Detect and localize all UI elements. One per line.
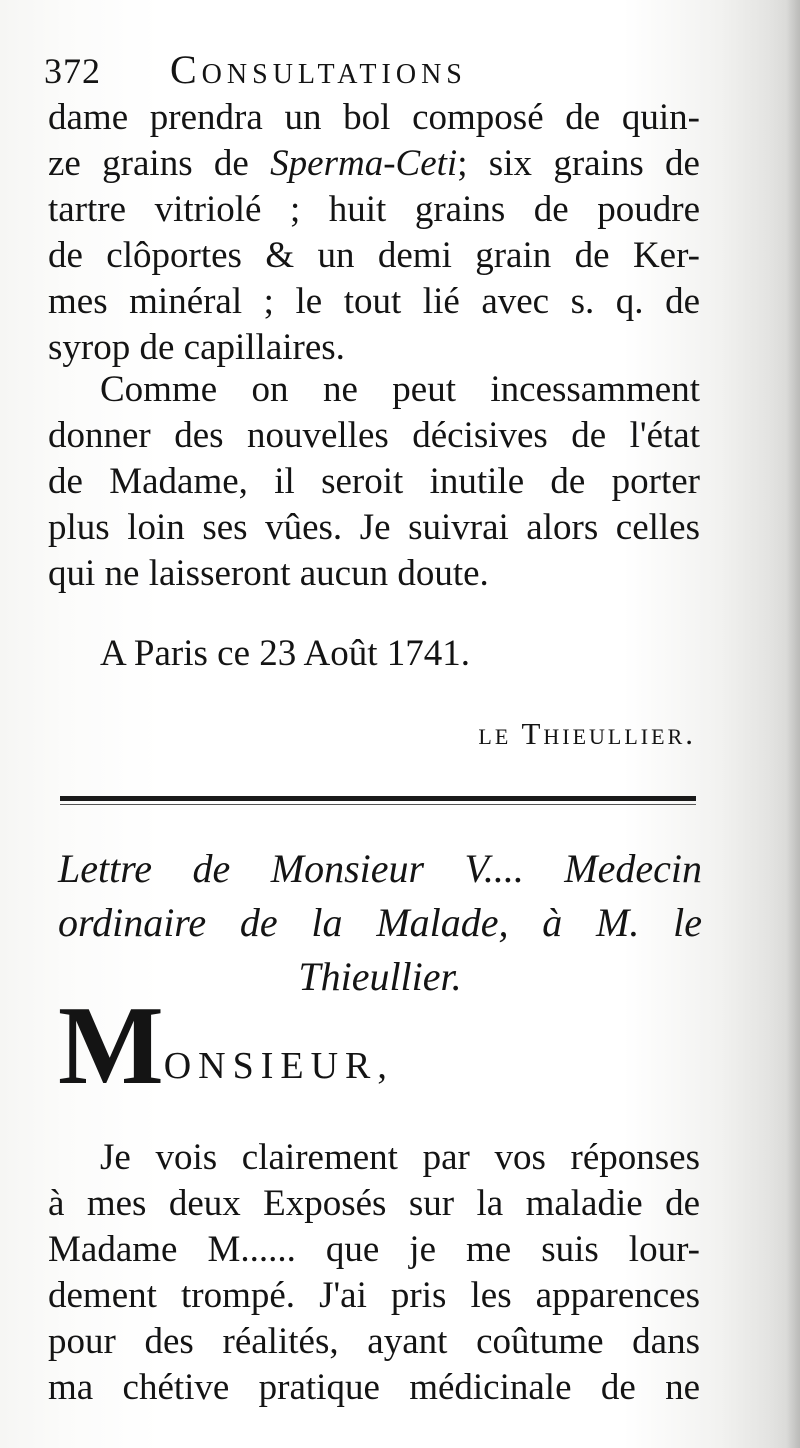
- section-divider-thin: [60, 804, 696, 805]
- text-line: de Madame, il seroit inutile de porter: [48, 461, 700, 502]
- drop-cap-initial: M: [58, 984, 164, 1108]
- text-line: [48, 142, 700, 186]
- text-line: syrop de capillaires.: [48, 327, 345, 368]
- letter-title-line: Thieullier.: [298, 954, 462, 999]
- text-line: dame prendra un bol composé de quin-: [48, 97, 700, 138]
- text-fragment: ; six grains de: [457, 143, 700, 184]
- text-line: plus loin ses vûes. Je suivrai alors celles: [48, 507, 700, 548]
- section-divider: [60, 796, 696, 801]
- text-line: ma chétive pratique médicinale de ne: [48, 1367, 700, 1408]
- letter-title: [58, 842, 702, 1004]
- text-line: Madame M...... que je me suis lour-: [48, 1229, 700, 1270]
- salutation-text: ONSIEUR,: [163, 1045, 394, 1087]
- dateline: A Paris ce 23 Août 1741.: [100, 633, 470, 674]
- text-line: qui ne laisseront aucun doute.: [48, 553, 489, 594]
- text-line: de clôportes & un demi grain de Ker-: [48, 235, 700, 276]
- page-edge-shadow: [786, 0, 800, 1448]
- page-number: 372: [44, 51, 101, 91]
- page-header: [44, 44, 764, 100]
- letter-title-line: ordinaire de la Malade, à M. le: [58, 900, 702, 945]
- signature: le Thieullier.: [478, 716, 696, 751]
- running-head: Consultations: [170, 47, 467, 92]
- italic-term: Sperma-Ceti: [270, 143, 458, 184]
- text-fragment: ze grains de: [48, 143, 271, 184]
- text-line: Je vois clairement par vos réponses: [100, 1137, 700, 1178]
- text-line: Comme on ne peut incessamment: [100, 369, 700, 410]
- text-line: mes minéral ; le tout lié avec s. q. de: [48, 281, 700, 322]
- text-line: pour des réalités, ayant coûtume dans: [48, 1321, 700, 1362]
- letter-title-line: Lettre de Monsieur V.... Medecin: [58, 846, 702, 891]
- text-line: dement trompé. J'ai pris les apparences: [48, 1275, 700, 1316]
- text-line: à mes deux Exposés sur la maladie de: [48, 1183, 700, 1224]
- salutation: [58, 984, 394, 1108]
- text-line: tartre vitriolé ; huit grains de poudre: [48, 189, 700, 230]
- text-line: donner des nouvelles décisives de l'état: [48, 415, 700, 456]
